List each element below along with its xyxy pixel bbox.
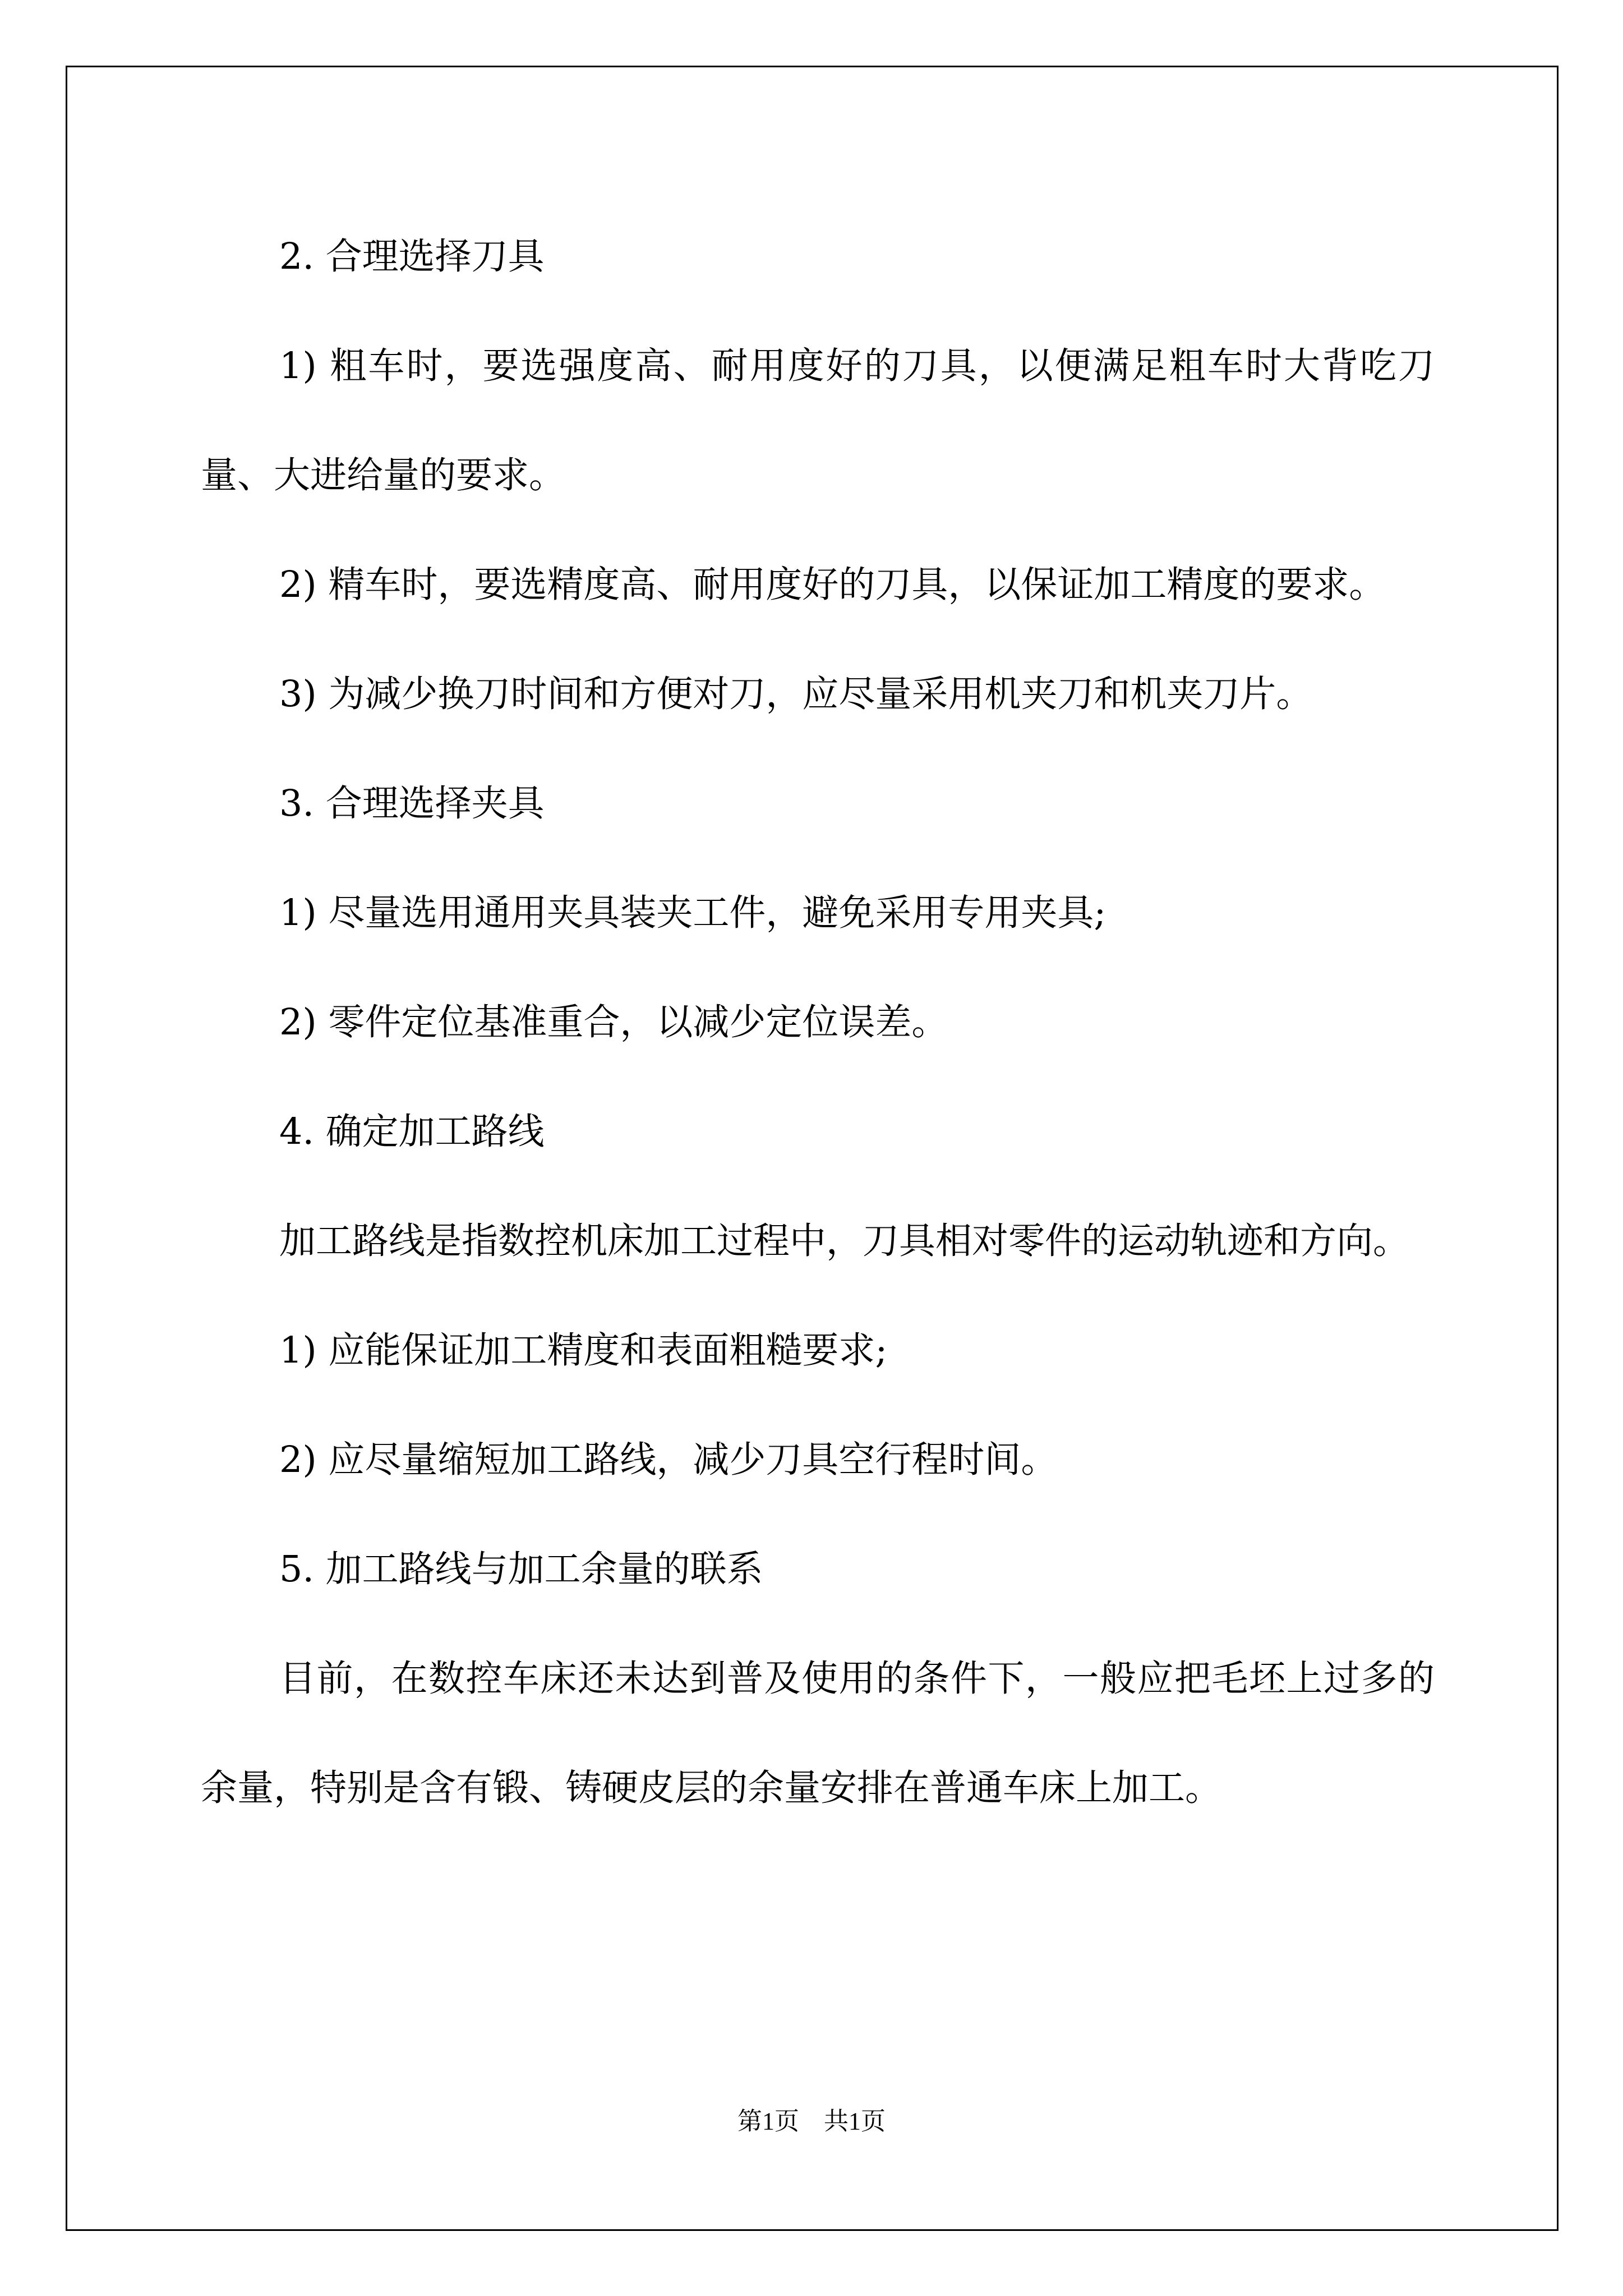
document-body (201, 202, 1435, 1843)
paragraph: 加工路线是指数控机床加工过程中，刀具相对零件的运动轨迹和方向。 (279, 1220, 1410, 1262)
section-heading-tools: 2. 合理选择刀具 (279, 236, 545, 278)
paragraph: 目前，在数控车床还未达到普及使用的条件下，一般应把毛坯上过多的余量，特别是含有锻、铸硬皮层的余量安排在普通车床上加工。 (201, 1658, 1435, 1809)
paragraph: 1) 粗车时，要选强度高、耐用度好的刀具，以便满足粗车时大背吃刀量、大进给量的要求。 (201, 345, 1435, 496)
paragraph: 1) 应能保证加工精度和表面粗糙要求; (279, 1329, 888, 1372)
page-total: 共1页 (824, 2108, 886, 2135)
paragraph: 1) 尽量选用通用夹具装夹工件，避免采用专用夹具; (279, 892, 1106, 934)
paragraph: 2) 精车时，要选精度高、耐用度好的刀具，以保证加工精度的要求。 (279, 564, 1386, 606)
paragraph: 2) 应尽量缩短加工路线，减少刀具空行程时间。 (279, 1439, 1058, 1481)
section-heading-fixtures: 3. 合理选择夹具 (279, 783, 545, 825)
section-heading-route: 4. 确定加工路线 (279, 1111, 545, 1153)
section-heading-allowance: 5. 加工路线与加工余量的联系 (279, 1548, 763, 1590)
paragraph: 2) 零件定位基准重合，以减少定位误差。 (279, 1001, 948, 1043)
paragraph: 3) 为减少换刀时间和方便对刀，应尽量采用机夹刀和机夹刀片。 (279, 673, 1313, 715)
page-number: 第1页 (737, 2108, 799, 2135)
page-footer (0, 2101, 1623, 2137)
